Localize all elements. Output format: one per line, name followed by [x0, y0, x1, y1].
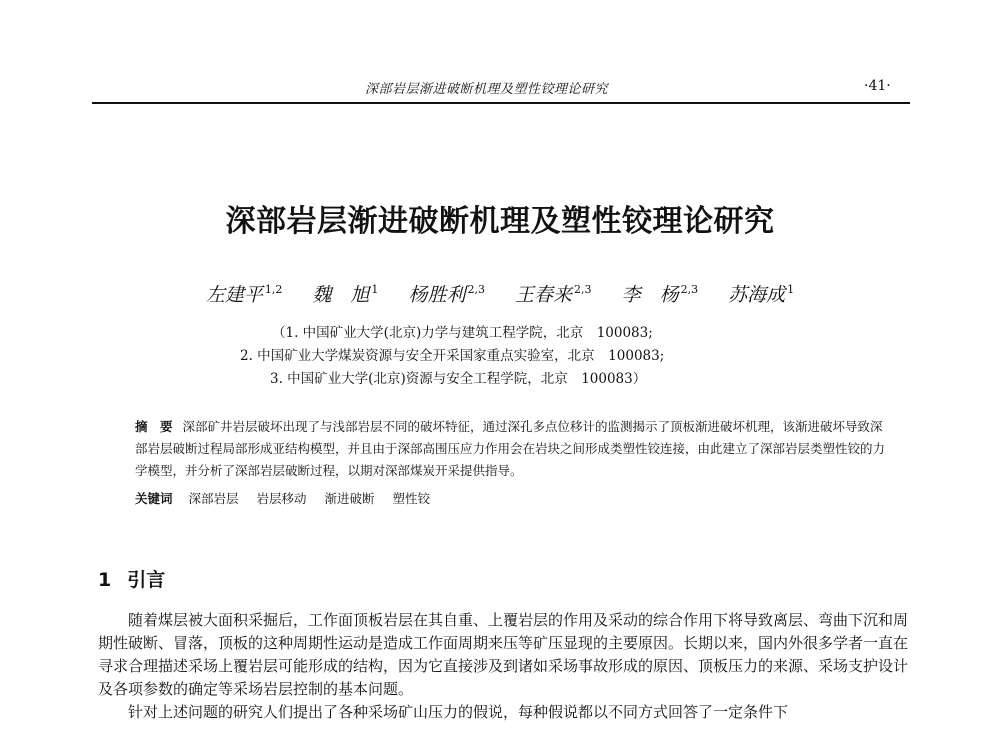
- section-heading: [98, 565, 165, 592]
- running-header-title: 深部岩层渐进破断机理及塑性铰理论研究: [365, 82, 609, 97]
- affiliation-line: 2. 中国矿业大学煤炭资源与安全开采国家重点实验室，北京 100083;: [240, 348, 665, 364]
- keyword: 塑性铰: [392, 491, 431, 506]
- keyword: 深部岩层: [188, 491, 239, 506]
- affiliation-line: （1. 中国矿业大学(北京)力学与建筑工程学院，北京 100083;: [272, 325, 653, 341]
- paper-title: 深部岩层渐进破断机理及塑性铰理论研究: [225, 204, 775, 239]
- author-affiliation-mark: 1: [371, 283, 379, 296]
- author: 杨胜利 $^{2,3}$: [408, 283, 485, 306]
- keyword: 岩层移动: [256, 491, 307, 506]
- header-rule: [92, 102, 910, 104]
- author-affiliation-mark: 2,3: [680, 283, 699, 296]
- abstract-text: 深部矿井岩层破坏出现了与浅部岩层不同的破坏特征，通过深孔多点位移计的监测揭示了顶板渐进破坏机理，该渐进破坏导致深部岩层破断过程局部形成亚结构模型，并且由于深部高围压应力作用会在岩块之间形成类塑性铰连接，由此建立了深部岩层类塑性铰的力学模型，并分析了深部岩层破断过程，以期对深部煤炭开采提供指导。: [135, 419, 886, 478]
- abstract-label: 摘 要: [135, 419, 173, 434]
- keyword: 渐进破断: [324, 491, 375, 506]
- author-list: [0, 280, 1000, 307]
- body-text: [98, 609, 908, 724]
- author-affiliation-mark: 1,2: [264, 283, 283, 296]
- author-affiliation-mark: 1: [787, 283, 795, 296]
- page-number: ·41·: [864, 78, 891, 94]
- author-affiliation-mark: 2,3: [467, 283, 485, 296]
- author-affiliation-mark: 2,3: [574, 283, 592, 296]
- author: 魏 旭 $^1$: [312, 283, 379, 306]
- affiliation-line: 3. 中国矿业大学(北京)资源与安全工程学院，北京 100083）: [270, 371, 647, 387]
- paragraph: 随着煤层被大面积采掘后，工作面顶板岩层在其自重、上覆岩层的作用及采动的综合作用下将导致离层、弯曲下沉和周期性破断、冒落，顶板的这种周期性运动是造成工作面周期来压等矿压显现的主要原因。长期以来，国内外很多学者一直在寻求合理描述采场上覆岩层可能形成的结构，因为它直接涉及到诸如采场事故形成的原因、顶板压力的来源、采场支护设计及各项参数的确定等采场岩层控制的基本问题。: [98, 611, 909, 698]
- author: 王春来 $^{2,3}$: [515, 283, 592, 306]
- abstract: [135, 416, 895, 482]
- paragraph: 针对上述问题的研究人们提出了各种采场矿山压力的假说，每种假说都以不同方式回答了一定条件下: [128, 703, 789, 721]
- author: 苏海成 $^1$: [728, 283, 795, 306]
- section-number: 1: [98, 569, 112, 591]
- keywords: [135, 489, 444, 507]
- author: 左建平 $^{1,2}$: [205, 283, 283, 306]
- section-title: 引言: [127, 569, 166, 591]
- keywords-label: 关键词: [135, 491, 173, 506]
- author: 李 杨 $^{2,3}$: [621, 283, 699, 306]
